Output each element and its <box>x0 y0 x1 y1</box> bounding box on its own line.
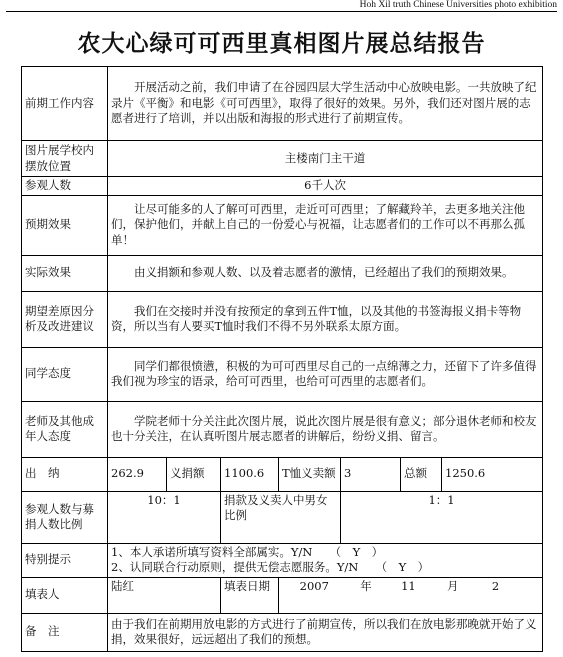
fill-year: 2007 <box>299 578 329 593</box>
teachers-text: 学院老师十分关注此次图片展，说此次图片展是很有意义；部分退休老师和校友也十分关注，在认真听图片展志愿者的讲解后，纷纷义捐、留言。 <box>108 401 543 457</box>
row-gap <box>22 291 543 347</box>
expected-label: 预期效果 <box>22 195 108 255</box>
row-students <box>22 347 543 401</box>
filler-name: 陆红 <box>108 577 221 613</box>
donation-label: 义捐额 <box>167 457 221 491</box>
participants-label: 参观人数 <box>22 177 108 196</box>
page-title: 农大心绿可可西里真相图片展总结报告 <box>77 30 486 57</box>
tshirt-sales-label: T恤义卖额 <box>279 457 341 491</box>
location-label: 图片展学校内摆放位置 <box>22 141 108 177</box>
participants-text: 6千人次 <box>108 177 543 196</box>
gap-label: 期望差原因分析及改进建议 <box>22 291 108 347</box>
notice-label: 特别提示 <box>22 543 108 577</box>
ratio-label: 参观人数与募捐人数比例 <box>22 491 108 543</box>
total-label: 总额 <box>401 457 442 491</box>
notice-lines <box>108 543 543 577</box>
report-table <box>21 66 543 652</box>
fill-day: 2 <box>491 578 500 593</box>
remark-text: 由于我们在前期用放电影的方式进行了前期宣传，所以我们在放电影那晚就开始了义捐，效果很好，远远超出了我们的预想。 <box>108 613 543 651</box>
notice-line-1: 1、本人承诺所填写资料全部属实。Y/N （ Y ） <box>111 544 384 559</box>
prep-text: 开展活动之前，我们申请了在谷园四层大学生活动中心放映电影。一共放映了纪录片《平衡》和电影《可可西里》，取得了很好的效果。另外，我们还对图片展的志愿者进行了培训，并以出版和海报的形式进行了前期宣传。 <box>108 67 543 141</box>
fill-month-unit: 月 <box>447 578 459 593</box>
donation-value: 1100.6 <box>221 457 279 491</box>
expected-text: 让尽可能多的人了解可可西里，走近可可西里；了解藏羚羊，去更多地关注他们，保护他们，并献上自己的一份爱心与祝福，让志愿者们的工作可以不再那么孤单！ <box>108 195 543 255</box>
row-filler <box>22 577 543 613</box>
row-finance <box>22 457 543 491</box>
fill-year-unit: 年 <box>360 578 372 593</box>
prep-label: 前期工作内容 <box>22 67 108 141</box>
actual-label: 实际效果 <box>22 255 108 291</box>
students-label: 同学态度 <box>22 347 108 401</box>
total-value: 1250.6 <box>442 457 543 491</box>
row-location <box>22 141 543 177</box>
gap-text: 我们在交接时并没有按预定的拿到五件T恤，以及其他的书签海报义捐卡等物资，所以当有人要买T恤时我们不得不另外联系太原方面。 <box>108 291 543 347</box>
row-prep <box>22 67 543 141</box>
row-actual <box>22 255 543 291</box>
remark-label: 备 注 <box>22 613 108 651</box>
actual-text: 由义捐额和参观人数、以及着志愿者的激情，已经超出了我们的预期效果。 <box>108 255 543 291</box>
row-expected <box>22 195 543 255</box>
fill-month: 11 <box>401 578 416 593</box>
notice-line-2: 2、认同联合行动原则，提供无偿志愿服务。Y/N （ Y ） <box>111 560 430 574</box>
tshirt-sales-value: 3 <box>341 457 401 491</box>
fill-date <box>279 577 543 613</box>
header-divider <box>6 11 557 12</box>
gender-ratio-value: 1：1 <box>341 491 543 543</box>
ratio-value-1: 10：1 <box>108 491 221 543</box>
teachers-label: 老师及其他成年人态度 <box>22 401 108 457</box>
finance-label: 出 纳 <box>22 457 108 491</box>
finance-value-1: 262.9 <box>108 457 167 491</box>
filler-label: 填表人 <box>22 577 108 613</box>
row-notice <box>22 543 543 577</box>
students-text: 同学们都很愤懑，积极的为可可西里尽自己的一点绵薄之力，还留下了许多值得我们视为珍宝的语录，给可可西里，也给可可西里的志愿者们。 <box>108 347 543 401</box>
row-remark <box>22 613 543 651</box>
row-teachers <box>22 401 543 457</box>
fill-date-label: 填表日期 <box>221 577 279 613</box>
location-text: 主楼南门主干道 <box>108 141 543 177</box>
header-caption: Hoh Xil truth Chinese Universities photo exhibition <box>359 0 557 10</box>
row-participants <box>22 177 543 196</box>
gender-ratio-label: 捐款及义卖人中男女比例 <box>221 491 341 543</box>
row-ratio <box>22 491 543 543</box>
